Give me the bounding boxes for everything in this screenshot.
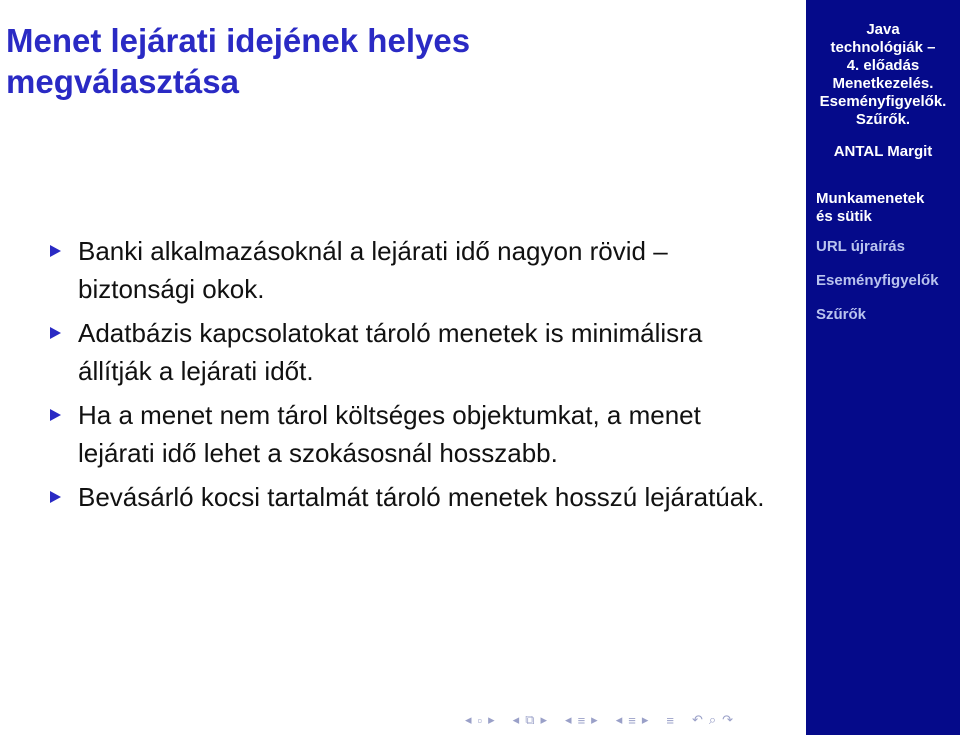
next-subsection-icon[interactable]: ▸ <box>591 712 598 727</box>
section-icon[interactable]: ≡ <box>577 712 586 728</box>
list-item <box>50 396 770 472</box>
prev-page-icon[interactable]: ◂ <box>615 712 623 727</box>
next-section-icon[interactable]: ▸ <box>540 712 548 727</box>
bullet-text: Bevásárló kocsi tartalmát tároló menetek hosszú lejáratúak. <box>78 482 765 512</box>
prev-section-icon[interactable]: ◂ <box>512 712 520 727</box>
triangle-bullet-icon <box>50 245 61 257</box>
subsection-icon[interactable]: ≡ <box>628 712 636 728</box>
presentation-title <box>806 21 960 129</box>
header-line: 4. előadás <box>846 57 920 74</box>
header-line: Menetkezelés. <box>832 75 934 92</box>
header-line: Eseményfigyelők. <box>819 93 947 110</box>
forward-icon[interactable]: ↷ <box>722 712 734 727</box>
list-item <box>50 478 770 516</box>
frame-icon[interactable]: ▫ <box>477 712 483 728</box>
bullet-text: Adatbázis kapcsolatokat tároló menetek is minimálisra állítják a lejárati időt. <box>78 318 703 386</box>
list-item <box>50 232 770 308</box>
triangle-bullet-icon <box>50 409 61 421</box>
header-line: Java <box>866 21 900 38</box>
author: ANTAL Margit <box>833 143 933 160</box>
triangle-bullet-icon <box>50 327 61 339</box>
header-line: technológiák – <box>830 39 936 56</box>
slide-title: Menet lejárati idejének helyes megválasztása <box>6 22 471 100</box>
sidebar-item-esemenyfigyelok[interactable]: Eseményfigyelők <box>816 272 939 289</box>
sidebar <box>806 0 960 735</box>
search-icon[interactable]: ⌕ <box>708 712 717 727</box>
list-item <box>50 314 770 390</box>
header-line: Szűrők. <box>855 111 911 128</box>
bullet-text: Ha a menet nem tárol költséges objektumkat, a menet lejárati idő lehet a szokásosnál hosszabb. <box>78 400 701 468</box>
sidebar-item-munkamenetek[interactable]: Munkamenetek és sütik <box>816 190 925 225</box>
bullet-text: Banki alkalmazásoknál a lejárati idő nagyon rövid – biztonsági okok. <box>78 236 668 304</box>
next-frame-icon[interactable]: ▸ <box>488 712 495 727</box>
back-icon[interactable]: ↶ <box>691 712 703 727</box>
bullet-list <box>50 232 770 522</box>
navigation-bar <box>465 711 733 729</box>
sidebar-item-url-ujrairas[interactable]: URL újraírás <box>816 238 905 255</box>
first-slide-icon[interactable]: ◂ <box>465 712 472 727</box>
prev-subsection-icon[interactable]: ◂ <box>565 712 572 727</box>
triangle-bullet-icon <box>50 491 61 503</box>
slides-icon[interactable]: ⧉ <box>525 712 535 727</box>
next-page-icon[interactable]: ▸ <box>641 712 649 727</box>
align-icon[interactable]: ≡ <box>666 712 674 728</box>
sidebar-item-szurok[interactable]: Szűrők <box>816 306 867 323</box>
